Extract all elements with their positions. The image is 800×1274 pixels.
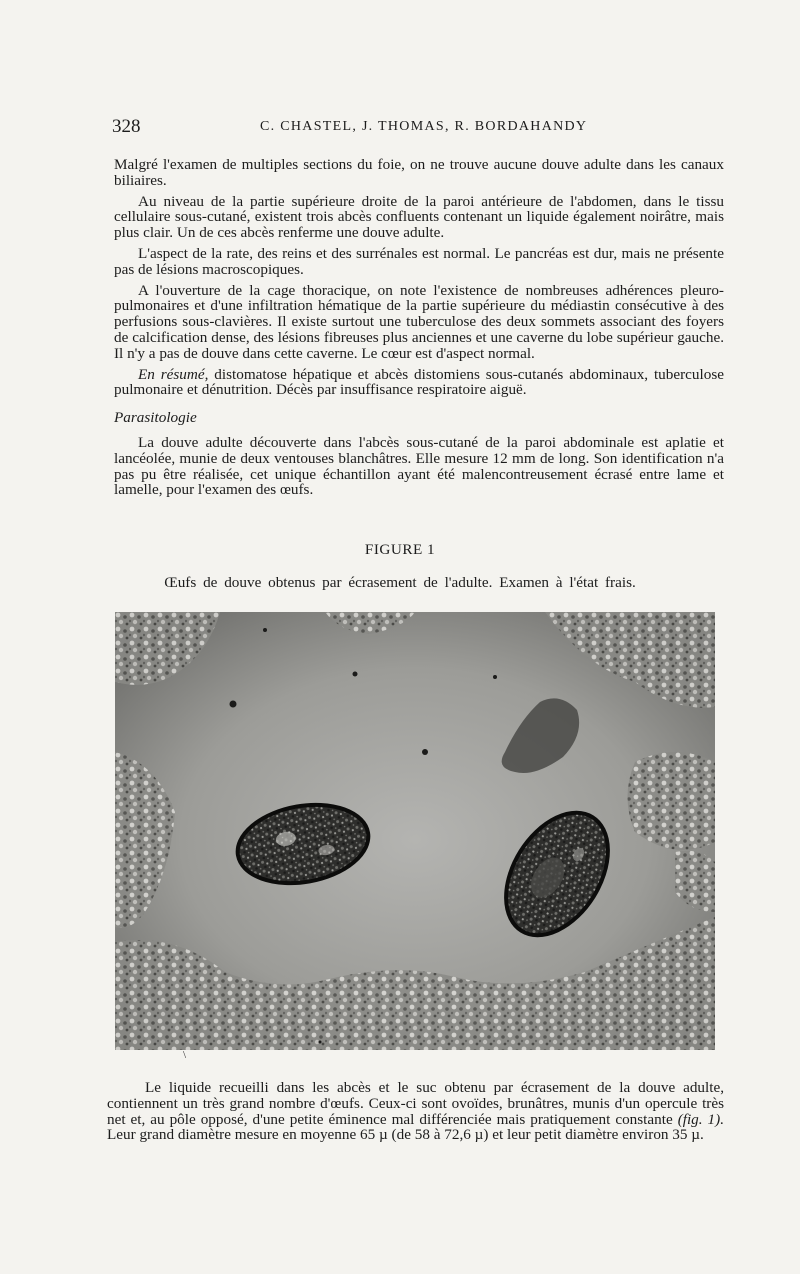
body-text [114,157,724,498]
paragraph-summary [114,367,724,399]
stray-mark: \ [183,1049,187,1061]
paragraph-thorax: A l'ouverture de la cage thoracique, on note l'existence de nombreuses adhérences pleuro-pulmonaires et d'une infiltration hématique de la partie supérieure du médiastin consécutive à des perfusions sous-clavières. Il existe surtout une tuberculose des deux sommets associant des foyers de calcification dense, des lésions fibreuses plus anciennes et une caverne du lobe supérieur gauche. Il n'y a pas de douve dans cette caverne. Le cœur est d'aspect normal. [114,281,724,362]
paragraph-organs: L'aspect de la rate, des reins et des surrénales est normal. Le pancréas est dur, mais ne présente pas de lésions macroscopiques. [114,244,724,278]
figure-reference: (fig. 1). [677,1110,725,1128]
figure-label: FIGURE 1 [364,541,436,558]
section-heading: Parasitologie [114,409,197,427]
eggs-text-b: Leur grand diamètre mesure en moyenne 65 µ (de 58 à 72,6 µ) et leur petit diamètre environ 35 µ. [107,1126,704,1144]
page-header [112,116,724,142]
summary-text: distomatose hépatique et abcès distomiens sous-cutanés abdominaux, tuberculose pulmonaire et dénutrition. Décès par insuffisance respiratoire aiguë. [114,365,724,399]
paragraph-abdomen: Au niveau de la partie supérieure droite de la paroi antérieure de l'abdomen, dans le tissu cellulaire sous-cutané, existent trois abcès confluents contenant un liquide également noirâtre, mais plus clair. Un de ces abcès renferme une douve adulte. [114,192,724,242]
eggs-text-a: Le liquide recueilli dans les abcès et le suc obtenu par écrasement de la douve adulte, contiennent un très grand nombre d'œufs. Ceux-ci sont ovoïdes, brunâtres, munis d'un opercule très net et, au pôle opposé, d'une petite éminence mal différenciée mais pratiquement constante [107,1079,724,1128]
running-head: C. CHASTEL, J. THOMAS, R. BORDAHANDY [260,119,588,134]
page-number: 328 [112,116,141,137]
paragraph-liver: Malgré l'examen de multiples sections du foie, on ne trouve aucune douve adulte dans les canaux biliaires. [114,156,724,189]
figure-caption: Œufs de douve obtenus par écrasement de l'adulte. Examen à l'état frais. [164,574,636,591]
paragraph-parasitology: La douve adulte découverte dans l'abcès sous-cutané de la paroi abdominale est aplatie et lancéolée, munie de deux ventouses blanchâtres. Elle mesure 12 mm de long. Son identification n'a pas pu être réalisée, cet unique échantillon ayant été malencontreusement écrasé entre lame et lamelle, pour l'examen des œufs. [114,433,724,499]
paragraph-eggs [107,1080,724,1143]
egg-description [107,1080,724,1143]
micrograph-figure [115,612,715,1050]
summary-lead: En résumé, [138,365,209,383]
